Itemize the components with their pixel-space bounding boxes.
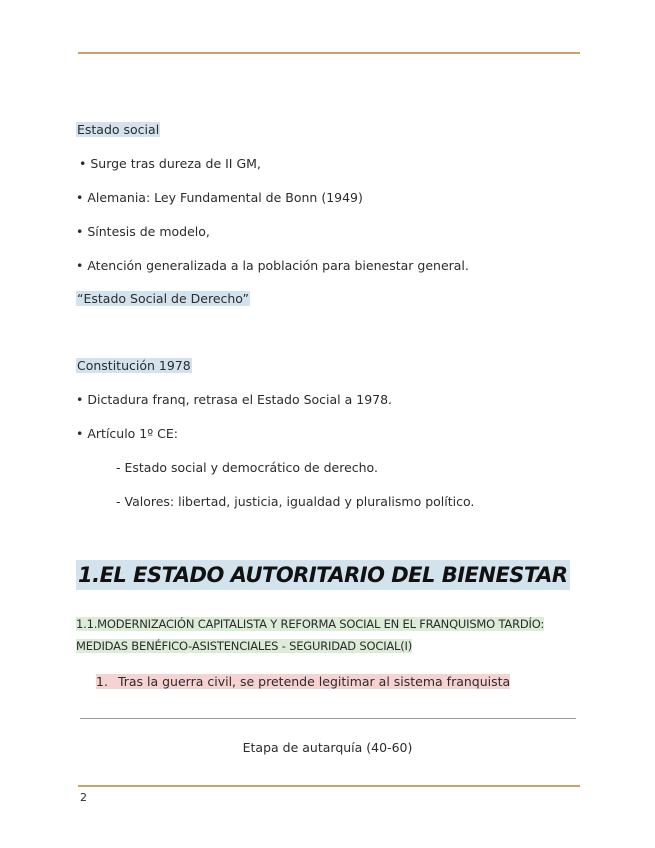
subheading-line-1 <box>76 616 544 633</box>
list-item: • Síntesis de modelo, <box>76 224 210 239</box>
subheading-text: 1.1.MODERNIZACIÓN CAPITALISTA Y REFORMA SOCIAL EN EL FRANQUISMO TARDÍO: <box>76 617 545 631</box>
section-title-constitucion <box>76 357 192 374</box>
footer-rule <box>78 785 580 787</box>
list-item: • Dictadura franq, retrasa el Estado Social a 1978. <box>76 392 393 407</box>
list-item: • Atención generalizada a la población para bienestar general. <box>76 258 469 273</box>
header-rule <box>78 52 580 54</box>
sub-list-item: - Estado social y democrático de derecho. <box>116 460 378 475</box>
list-number: 1. <box>96 674 108 689</box>
centered-caption: Etapa de autarquía (40-60) <box>242 740 413 755</box>
subheading-text: MEDIDAS BENÉFICO-ASISTENCIALES - SEGURIDAD SOCIAL(I) <box>76 639 413 653</box>
list-item-text: Tras la guerra civil, se pretende legitimar al sistema franquista <box>108 674 510 689</box>
quote-text: “Estado Social de Derecho” <box>77 291 249 306</box>
subheading-line-2 <box>76 638 412 655</box>
main-heading: 1.EL ESTADO AUTORITARIO DEL BIENESTAR <box>76 560 570 590</box>
numbered-list-item <box>96 673 510 690</box>
divider <box>80 718 576 719</box>
list-item: • Surge tras dureza de II GM, <box>79 156 261 171</box>
page-number: 2 <box>80 791 87 804</box>
section-title-text: Constitución 1978 <box>77 358 191 373</box>
section-title-text: Estado social <box>77 122 160 137</box>
list-item: • Artículo 1º CE: <box>76 426 178 441</box>
sub-list-item: - Valores: libertad, justicia, igualdad y pluralismo político. <box>116 494 475 509</box>
list-item: • Alemania: Ley Fundamental de Bonn (1949) <box>76 190 363 205</box>
quote-estado-social <box>76 290 250 307</box>
section-title-estado-social <box>76 121 160 138</box>
